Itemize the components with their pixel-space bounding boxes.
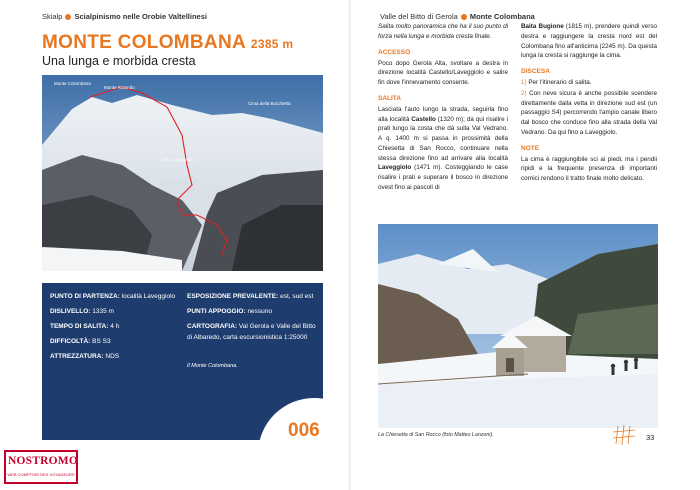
- route-number-badge: [258, 398, 323, 440]
- nostromo-logo: [4, 450, 78, 484]
- mountain-photo: [42, 75, 323, 271]
- note-heading: NOTE: [521, 144, 540, 152]
- page-number: 33: [646, 433, 655, 442]
- info-partenza: PUNTO DI PARTENZA: località Laveggiolo: [50, 293, 176, 300]
- route-title-text: MONTE COLOMBANA: [42, 32, 246, 53]
- chapel-photo: [378, 224, 658, 428]
- running-head-right: [380, 12, 535, 21]
- info-box: [42, 283, 323, 440]
- route-number: 006: [288, 420, 320, 440]
- info-esposizione: ESPOSIZIONE PREVALENTE: est, sud est: [187, 293, 314, 300]
- hatch-mark-icon: [612, 424, 636, 446]
- page-fold: [349, 0, 351, 490]
- label-monte-rotondo: Monte Rotondo: [104, 85, 135, 90]
- salita-text: Lasciata l'auto lungo la strada, seguirla fino alla località Castello (1320 m); da qui risalire i prati lungo la costa che dà sulla Val Vedrano. A q. 1400 m si passa in prossimità della Chiesetta di San Rocco, continuare nella stessa direzione fino ad arrivare alla località Laveggiolo (1471 m). Costeggiando le case risalire i prati e superare il bosco in direzione ovest fino ai pascoli di: [378, 105, 508, 191]
- info-cartografia: CARTOGRAFIA: Val Gerola e Valle del Bitto di Albaredo, carta escursionistica 1:25000: [187, 323, 316, 342]
- valley-name: Valle del Bitto di Gerola: [380, 12, 458, 21]
- salita-text-cont: Baita Bugione (1815 m), prendere quindi verso destra e raggiungere la cresta nord est del Colombana fino all'anticima (2245 m). Da questa lunga la cresta si raggiunge la cima.: [521, 23, 657, 60]
- logo-name: NOSTROMO: [8, 455, 78, 467]
- text-column-1: [378, 22, 508, 199]
- bullet-dot-icon: [461, 14, 467, 20]
- chapel-photo-image: [378, 224, 658, 428]
- info-attrezzatura: ATTREZZATURA: NDS: [50, 353, 120, 361]
- route-altitude: 2385 m: [250, 37, 294, 51]
- accesso-text: Poco dopo Gerola Alta, svoltare a destra in direzione località Castello/Laveggiolo e salire fin dove l'innevamento consente.: [378, 59, 508, 87]
- route-title: [42, 32, 293, 54]
- place-name: Monte Colombana: [469, 12, 535, 21]
- discesa-heading: DISCESA: [521, 68, 550, 75]
- discesa-item-1: 1) Per l'itinerario di salita.: [521, 79, 592, 87]
- info-tempo: TEMPO DI SALITA: 4 h: [50, 323, 120, 331]
- route-subtitle: Una lunga e morbida cresta: [42, 54, 196, 68]
- info-column-1: [50, 291, 180, 366]
- photo-caption: La Chiesetta di San Rocco (foto Matteo Lanzoni).: [378, 432, 494, 438]
- running-head-left: [42, 12, 207, 21]
- logo-tagline: WEB COMPTOIR DES VOYAGEURS: [7, 472, 75, 477]
- photo-credit: Il Monte Colombana.: [187, 363, 238, 369]
- section-name: Scialpinismo nelle Orobie Valtellinesi: [74, 12, 207, 21]
- note-text: La cima è raggiungibile sci ai piedi, ma i pendii ripidi e la frequente presenza di importanti cornici rendono il tratto finale molto delicato.: [521, 155, 657, 183]
- label-cima-bocchetta: Cima della Bocchetta: [248, 101, 291, 106]
- info-difficolta: DIFFICOLTÀ: BS S3: [50, 338, 111, 346]
- info-dislivello: DISLIVELLO: 1335 m: [50, 308, 114, 316]
- info-column-2: [187, 291, 319, 347]
- book-name: Skialp: [42, 12, 63, 21]
- info-appoggio: PUNTI APPOGGIO: nessuno: [187, 308, 273, 316]
- text-column-2: [521, 22, 657, 190]
- salita-heading: SALITA: [378, 94, 401, 102]
- accesso-heading: ACCESSO: [378, 48, 411, 56]
- label-laveggiolo: Loc. Laveggiolo: [162, 157, 194, 162]
- intro-text: Salita molto panoramica che ha il suo punto di forza nella lunga e morbida cresta finale.: [378, 23, 508, 40]
- discesa-item-2: 2) Con neve sicura è anche possibile scendere direttamente dalla vetta in direzione sud est (un passaggio S4) percorrendo l'ampio canale libero dal bosco che conduce fino alla strada della Val Vedrano. Da qui fino a Laveggiolo.: [521, 89, 657, 136]
- label-monte-colombana: Monte Colombana: [54, 81, 91, 86]
- bullet-dot-icon: [65, 14, 71, 20]
